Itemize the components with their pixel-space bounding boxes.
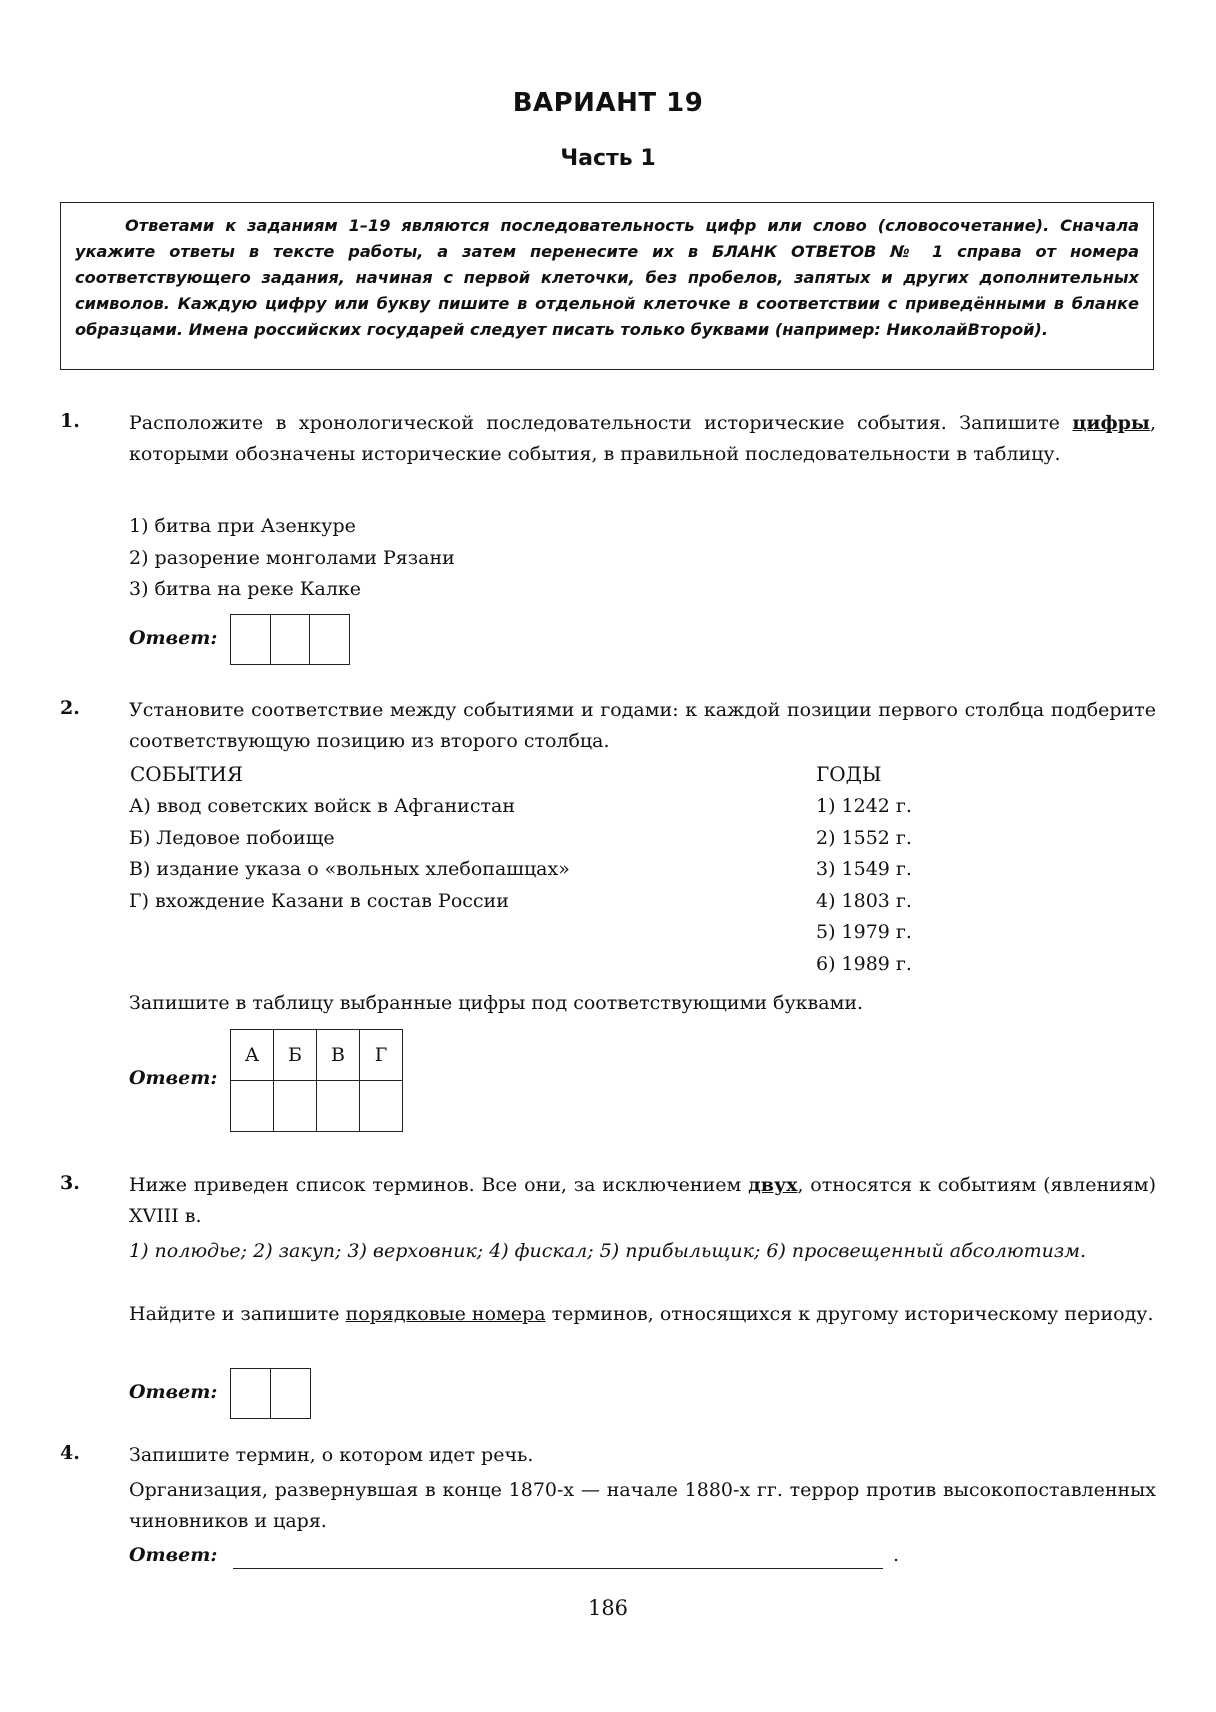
years-header: ГОДЫ [816,762,882,786]
letter-cell: Г [360,1030,403,1081]
answer-cell[interactable] [274,1081,317,1132]
task-3-terms: 1) полюдье; 2) закуп; 3) верховник; 4) фискал; 5) прибыльщик; 6) просвещенный абсолютизм. [129,1240,1086,1262]
instructions-box [60,202,1154,370]
event-item: Б) Ледовое побоище [129,826,335,849]
event-item: А) ввод советских войск в Афганистан [129,795,515,817]
task-3-text [129,1170,1156,1232]
task-2-instruction: Запишите в таблицу выбранные цифры под соответствующими буквами. [129,992,864,1014]
letter-cell: В [317,1030,360,1081]
task-1-option: 2) разорение монголами Рязани [129,546,455,569]
task-3-find-part-a: Найдите и запишите [129,1303,346,1325]
task-3-find-keyword: порядковые номера [345,1303,546,1325]
task-2-number: 2. [60,697,80,719]
letter-cell: А [231,1030,274,1081]
year-item: 6) 1989 г. [816,952,912,975]
task-3-text-part-a: Ниже приведен список терминов. Все они, за исключением [129,1174,749,1196]
task-2-text: Установите соответствие между событиями и годами: к каждой позиции первого столбца подберите соответствующую позицию из второго столбца. [129,699,1156,752]
events-list [129,791,570,917]
letters-row [231,1030,403,1081]
year-item: 1) 1242 г. [816,795,912,817]
task-3-number: 3. [60,1172,80,1194]
year-item: 2) 1552 г. [816,826,912,849]
task-3-find-text [129,1299,1156,1330]
task-1-text [129,408,1156,470]
answer-cell[interactable] [270,614,311,665]
page-number: 186 [587,1596,629,1620]
task-1-text-part-a: Расположите в хронологической последовательности исторические события. Запишите [129,412,1073,434]
task-3-answer-cells [230,1368,311,1419]
variant-title: ВАРИАНТ 19 [512,88,704,118]
task-1-answer-cells [230,614,350,665]
years-list [816,791,912,980]
event-item: Г) вхождение Казани в состав России [129,889,509,912]
task-4-text: Запишите термин, о котором идет речь. [129,1444,534,1466]
task-3-answer-label: Ответ: [129,1381,218,1403]
task-1-answer-label: Ответ: [129,627,218,649]
year-item: 5) 1979 г. [816,921,912,943]
answers-row [231,1081,403,1132]
answer-cell[interactable] [231,1081,274,1132]
events-header: СОБЫТИЯ [130,762,244,786]
task-3-keyword: двух [748,1174,798,1196]
letter-cell: Б [274,1030,317,1081]
task-1-option: 3) битва на реке Калке [129,578,362,600]
task-1-option: 1) битва при Азенкуре [129,515,356,537]
part-title: Часть 1 [560,146,656,171]
task-1-number: 1. [60,410,80,432]
task-4-answer-dot: . [893,1544,900,1566]
task-2-answer-label: Ответ: [129,1067,218,1089]
answer-cell[interactable] [360,1081,403,1132]
answer-cell[interactable] [230,614,271,665]
task-1-options [129,511,455,606]
answer-cell[interactable] [270,1368,311,1419]
answer-cell[interactable] [317,1081,360,1132]
year-item: 4) 1803 г. [816,889,912,912]
event-item: В) издание указа о «вольных хлебопашцах» [129,858,570,880]
task-4-number: 4. [60,1442,80,1464]
answer-cell[interactable] [230,1368,271,1419]
instructions-text: Ответами к заданиям 1–19 являются последовательность цифр или слово (словосочетание). Сначала укажите ответы в тексте работы, а затем перенесите их в БЛАНК ОТВЕТОВ № 1 справа от номера соответствующего задания, начиная с первой клеточки, без пробелов, запятых и других дополнительных символов. Каждую цифру или букву пишите в отдельной клеточке в соответствии с приведёнными в бланке образцами. Имена российских государей следует писать только буквами (например: НиколайВторой). [75,216,1139,339]
answer-cell[interactable] [309,614,350,665]
task-1-keyword: цифры [1072,412,1150,434]
task-4-answer-label: Ответ: [129,1544,218,1566]
task-4-answer-line[interactable] [233,1568,883,1569]
task-1-text-part-c: , которыми обозначены исторические события, в правильной последовательности в таблицу. [129,412,1156,465]
task-4-description: Организация, развернувшая в конце 1870-х — начале 1880-х гг. террор против высокопоставленных чиновников и царя. [129,1479,1156,1532]
task-2-answer-table [230,1029,403,1132]
task-3-find-part-c: терминов, относящихся к другому историческому периоду. [545,1303,1154,1325]
year-item: 3) 1549 г. [816,858,912,880]
task-3-text-part-c: , относятся к событиям (явлениям) XVIII в. [129,1174,1156,1227]
